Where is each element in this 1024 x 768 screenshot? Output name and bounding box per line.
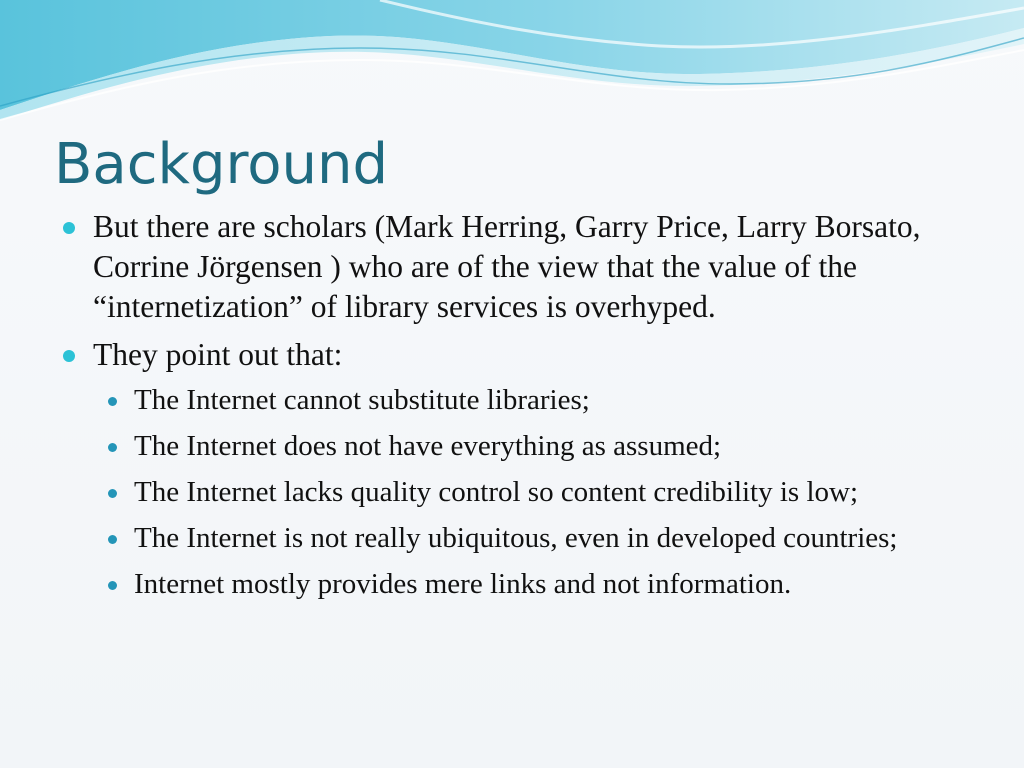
- sub-bullet-text: Internet mostly provides mere links and not information.: [134, 568, 792, 600]
- sub-bullet-item: [60, 566, 960, 603]
- sub-bullet-text: The Internet does not have everything as assumed;: [134, 430, 722, 462]
- slide-title: Background: [54, 132, 389, 197]
- bullet-list: [60, 207, 960, 603]
- sub-bullet-item: [60, 382, 960, 419]
- sub-bullet-text: The Internet lacks quality control so content credibility is low;: [134, 476, 859, 508]
- wave-header-decoration: [0, 0, 1024, 140]
- sub-bullet-item: [60, 520, 960, 557]
- sub-bullet-dot-icon: [108, 581, 117, 590]
- sub-bullet-text: The Internet is not really ubiquitous, even in developed countries;: [134, 522, 898, 554]
- sub-bullet-dot-icon: [108, 489, 117, 498]
- bullet-text: But there are scholars (Mark Herring, Garry Price, Larry Borsato, Corrine Jörgensen ) who are of the view that the value of the “internetization” of library services is overhyped.: [93, 209, 921, 324]
- bullet-dot-icon: [63, 350, 75, 362]
- sub-bullet-text: The Internet cannot substitute libraries;: [134, 384, 590, 416]
- sub-bullet-item: [60, 474, 960, 511]
- bullet-item: [60, 335, 960, 375]
- bullet-item: [60, 207, 960, 327]
- sub-bullet-dot-icon: [108, 535, 117, 544]
- sub-bullet-item: [60, 428, 960, 465]
- sub-bullet-dot-icon: [108, 397, 117, 406]
- bullet-dot-icon: [63, 222, 75, 234]
- sub-bullet-dot-icon: [108, 443, 117, 452]
- bullet-text: They point out that:: [93, 337, 343, 372]
